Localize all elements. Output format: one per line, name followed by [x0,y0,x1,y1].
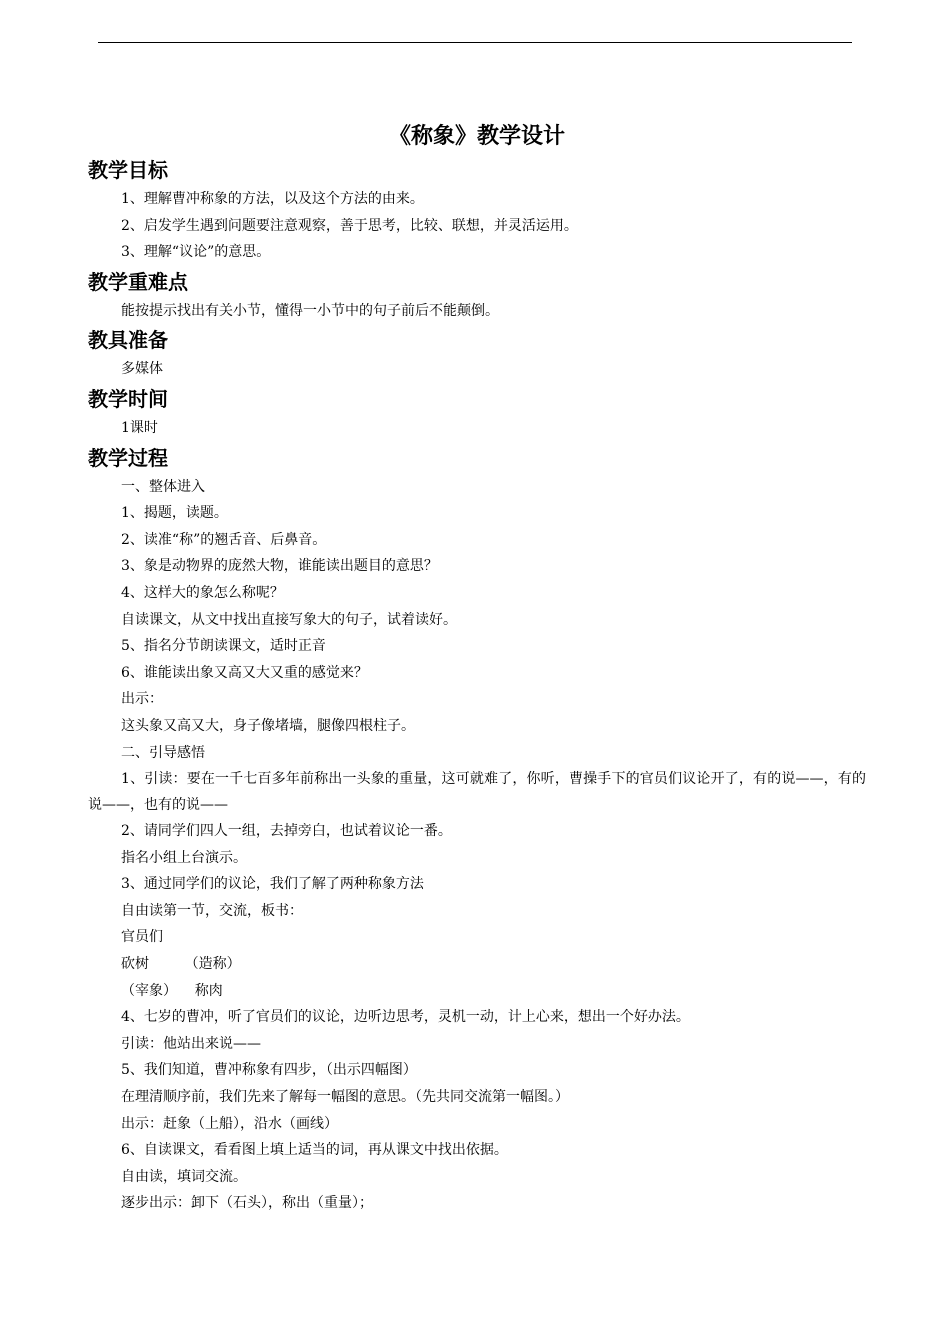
objective-line: 1、理解曹冲称象的方法，以及这个方法的由来。 [121,191,424,207]
process-line: 出示： [121,691,163,708]
process-line: 3、象是动物界的庞然大物，谁能读出题目的意思？ [121,558,438,575]
objective-line: 3、理解“议论”的意思。 [121,244,271,261]
process-line: 二、引导感悟 [121,744,205,761]
process-line: 自读课文，从文中找出直接写象大的句子，试着读好。 [121,611,457,628]
process-line: 5、指名分节朗读课文，适时正音 [121,638,326,655]
process-line: 2、请同学们四人一组，去掉旁白，也试着议论一番。 [121,823,452,840]
process-line: 在理清顺序前，我们先来了解每一幅图的意思。（先共同交流第一幅图。） [121,1089,569,1106]
process-line: 5、我们知道，曹冲称象有四步，（出示四幅图） [121,1062,417,1079]
process-line: 引读：他站出来说—— [121,1035,261,1052]
section-heading-key-points: 教学重难点 [88,269,188,294]
key-point-line: 能按提示找出有关小节，懂得一小节中的句子前后不能颠倒。 [121,302,499,319]
section-heading-time: 教学时间 [88,386,168,411]
blackboard-line: （宰象） 称肉 [121,982,223,999]
process-line: 6、自读课文，看看图上填上适当的词，再从课文中找出依据。 [121,1142,508,1159]
process-line: 4、七岁的曹冲，听了官员们的议论，边听边思考，灵机一动，计上心来，想出一个好办法。 [121,1009,690,1026]
time-line: 1课时 [121,419,158,436]
process-line: 6、谁能读出象又高又大又重的感觉来？ [121,664,368,681]
objective-line: 2、启发学生遇到问题要注意观察，善于思考，比较、联想，并灵活运用。 [121,217,578,234]
blackboard-line: 官员们 [121,929,163,946]
process-line: 指名小组上台演示。 [121,849,247,866]
section-heading-materials: 教具准备 [88,328,168,353]
process-line: 出示：赶象（上船），沿水（画线） [121,1115,338,1132]
process-line: 4、这样大的象怎么称呢？ [121,584,284,601]
process-line: 这头象又高又大，身子像堵墙，腿像四根柱子。 [121,717,415,734]
document-title: 《称象》教学设计 [388,124,565,149]
blackboard-line: 砍树 （造称） [121,956,241,973]
section-heading-objectives: 教学目标 [88,158,168,182]
process-line: 逐步出示：卸下（石头），称出（重量）； [121,1195,373,1212]
materials-line: 多媒体 [121,361,163,378]
header-rule [98,42,852,43]
process-line-wrapped: 1、引读：要在一千七百多年前称出一头象的重量，这可就难了，你听，曹操手下的官员们议论开了，有的说——，有的说——，也有的说—— [88,771,866,814]
process-line: 1、揭题，读题。 [121,505,228,522]
process-line: 2、读准“称”的翘舌音、后鼻音。 [121,531,327,548]
process-line: 一、整体进入 [121,478,205,495]
process-line: 自由读，填词交流。 [121,1168,247,1185]
process-line: 自由读第一节，交流，板书： [121,902,303,919]
process-line: 3、通过同学们的议论，我们了解了两种称象方法 [121,876,424,893]
section-heading-process: 教学过程 [88,445,168,470]
document-body [88,120,866,1217]
